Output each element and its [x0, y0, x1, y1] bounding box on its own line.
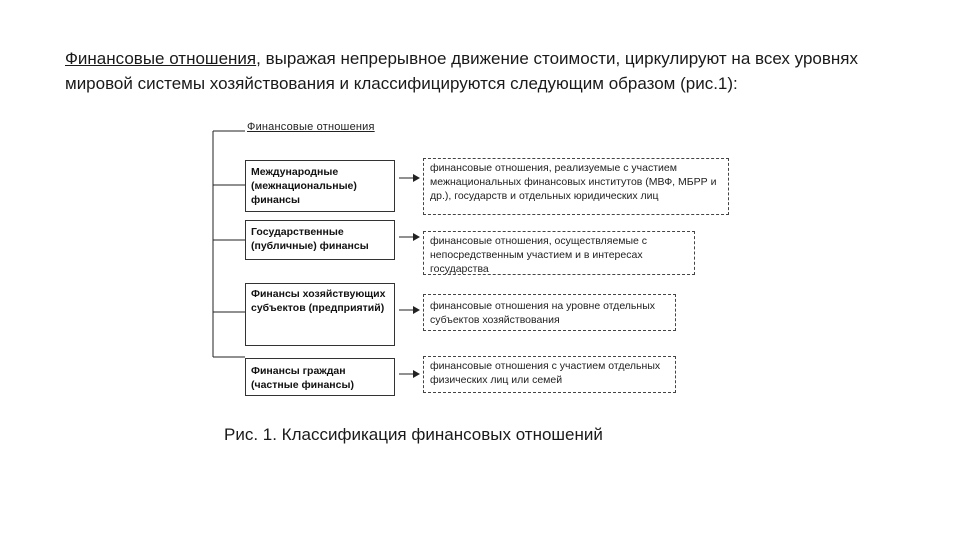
description-box-international: финансовые отношения, реализуемые с участием межнациональных финансовых институтов (МВФ, МБРР и др.), государств и отдельных юридических лиц [423, 158, 729, 215]
arrow-2 [399, 233, 420, 241]
intro-text: , выражая непрерывное движение стоимости, циркулируют на всех уровнях мировой системы хозяйствования и классифицируются следующим образом (рис.1): [65, 49, 858, 93]
category-box-state: Государственные (публичные) финансы [245, 220, 395, 260]
arrow-4 [399, 370, 420, 378]
description-box-enterprises: финансовые отношения на уровне отдельных субъектов хозяйствования [423, 294, 676, 331]
diagram-root-title: Финансовые отношения [247, 121, 375, 133]
figure-caption: Рис. 1. Классификация финансовых отношений [224, 425, 603, 444]
intro-term: Финансовые отношения [65, 49, 257, 68]
description-box-state: финансовые отношения, осуществляемые с непосредственным участием и в интересах государства [423, 231, 695, 275]
arrow-3 [399, 306, 420, 314]
category-box-citizens: Финансы граждан (частные финансы) [245, 358, 395, 396]
category-box-international: Международные (межнациональные) финансы [245, 160, 395, 212]
arrow-1 [399, 174, 420, 182]
category-box-enterprises: Финансы хозяйствующих субъектов (предприятий) [245, 283, 395, 346]
description-box-citizens: финансовые отношения с участием отдельных физических лиц или семей [423, 356, 676, 393]
